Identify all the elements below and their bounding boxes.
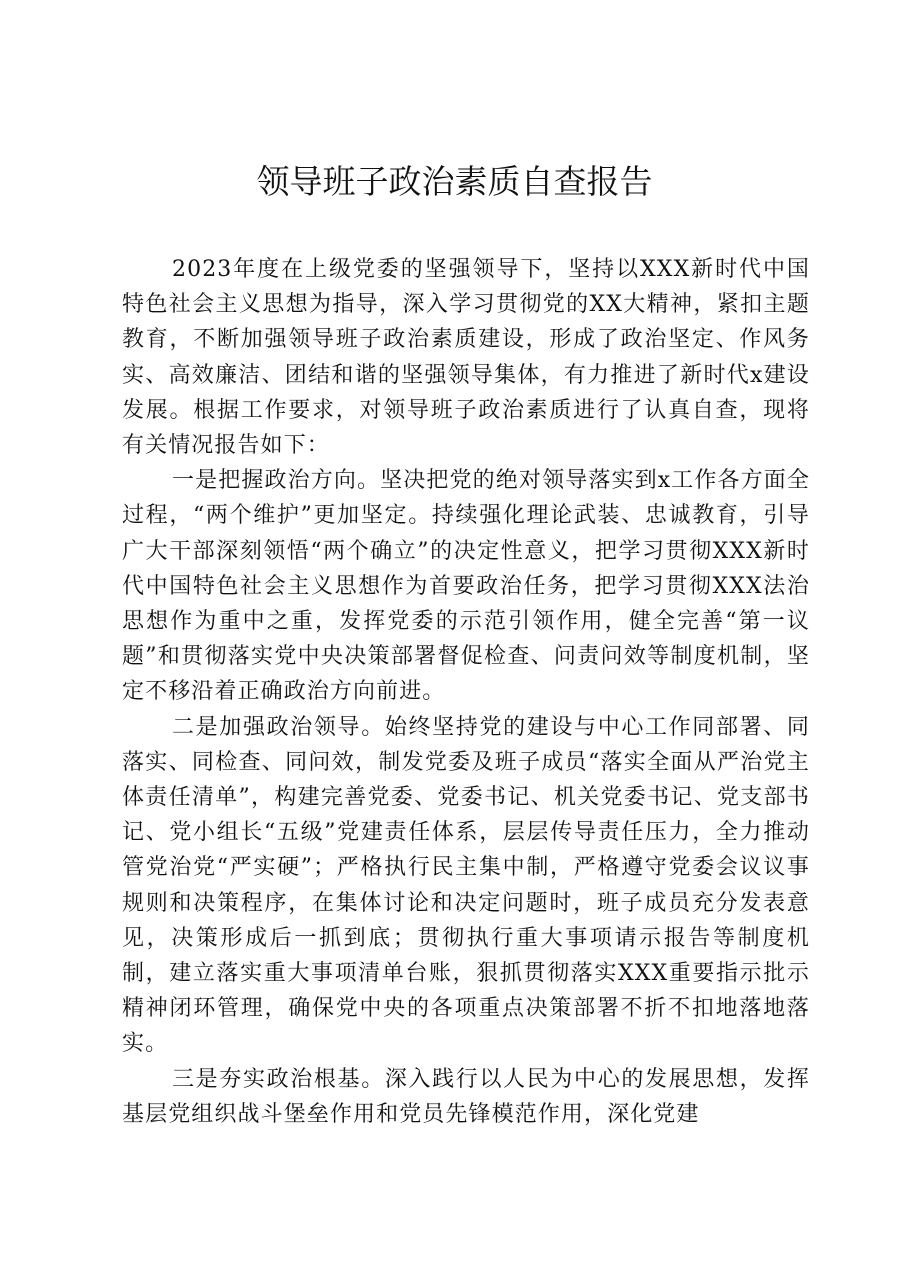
document-title: 领导班子政治素质自查报告	[256, 162, 653, 201]
paragraph-intro: 2023年度在上级党委的坚强领导下，坚持以XXX新时代中国特色社会主义思想为指导，深入学习贯彻党的XX大精神，紧扣主题教育，不断加强领导班子政治素质建设，形成了政治坚定、作风务实、高效廉洁、团结和谐的坚强领导集体，有力推进了新时代x建设发展。根据工作要求，对领导班子政治素质进行了认真自查，现将有关情况报告如下：	[122, 257, 810, 459]
paragraph-political-direction: 一是把握政治方向。坚决把党的绝对领导落实到x工作各方面全过程，“两个维护”更加坚定。持续强化理论武装、忠诚教育，引导广大干部深刻领悟“两个确立”的决定性意义，把学习贯彻XXX新时代中国特色社会主义思想作为首要政治任务，把学习贯彻XXX法治思想作为重中之重，发挥党委的示范引领作用，健全完善“第一议题”和贯彻落实党中央决策部署督促检查、问责问效等制度机制，坚定不移沿着正确政治方向前进。	[122, 468, 810, 705]
document-body	[122, 252, 810, 1132]
paragraph-political-leadership: 二是加强政治领导。始终坚持党的建设与中心工作同部署、同落实、同检查、同问效，制发党委及班子成员“落实全面从严治党主体责任清单”，构建完善党委、党委书记、机关党委书记、党支部书记、党小组长“五级”党建责任体系，层层传导责任压力，全力推动管党治党“严实硬”；严格执行民主集中制，严格遵守党委会议议事规则和决策程序，在集体讨论和决定问题时，班子成员充分发表意见，决策形成后一抓到底；贯彻执行重大事项请示报告等制度机制，建立落实重大事项清单台账，狠抓贯彻落实XXX重要指示批示精神闭环管理，确保党中央的各项重点决策部署不折不扣地落地落实。	[122, 714, 810, 1057]
paragraph-political-foundation: 三是夯实政治根基。深入践行以人民为中心的发展思想，发挥基层党组织战斗堡垒作用和党员先锋模范作用，深化党建	[122, 1066, 810, 1127]
